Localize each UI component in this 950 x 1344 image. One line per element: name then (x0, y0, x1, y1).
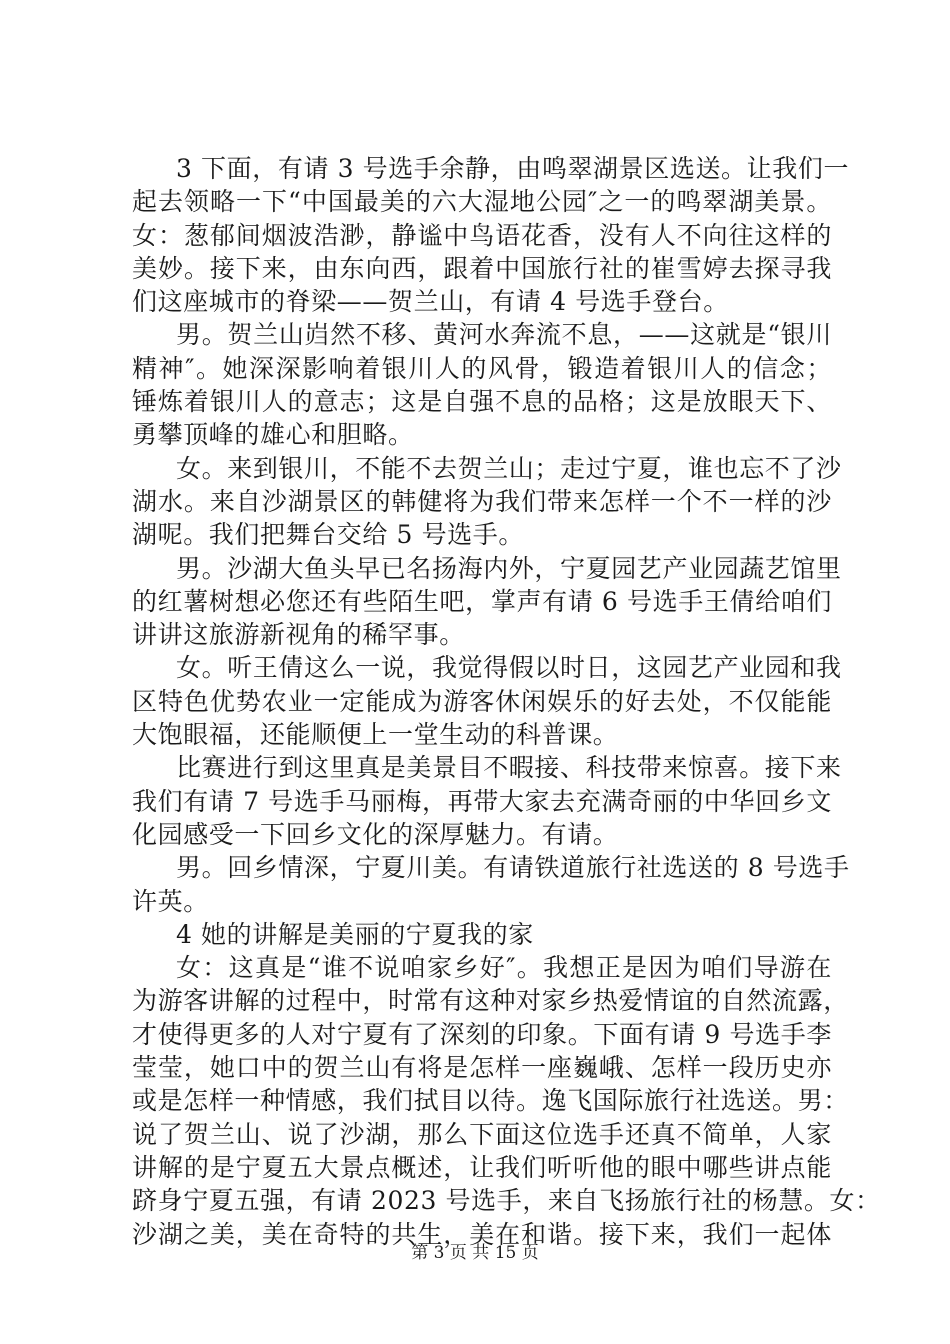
text-line: 讲解的是宁夏五大景点概述，让我们听听他的眼中哪些讲点能 (132, 1152, 832, 1182)
text-line: 女。来到银川，不能不去贺兰山；走过宁夏，谁也忘不了沙 (176, 453, 842, 483)
text-line: 女。听王倩这么一说，我觉得假以时日，这园艺产业园和我 (176, 653, 842, 683)
text-line: 为游客讲解的过程中，时常有这种对家乡热爱情谊的自然流露， (132, 986, 849, 1016)
text-line: 精神″。她深深影响着银川人的风骨，锻造着银川人的信念； (132, 353, 832, 383)
text-line: 的红薯树想必您还有些陌生吧，掌声有请 6 号选手王倩给咱们 (132, 586, 832, 616)
body-text (132, 152, 881, 1251)
text-line: 莹莹，她口中的贺兰山有将是怎样一座巍峨、怎样一段历史亦 (132, 1053, 832, 1083)
text-line: 勇攀顶峰的雄心和胆略。 (132, 420, 414, 450)
text-line: 讲讲这旅游新视角的稀罕事。 (132, 620, 465, 650)
text-line: 4 她的讲解是美丽的宁夏我的家 (176, 919, 534, 949)
text-line: 沙湖之美，美在奇特的共生，美在和谐。接下来，我们一起体 (132, 1219, 832, 1249)
text-line: 美妙。接下来，由东向西，跟着中国旅行社的崔雪婷去探寻我 (132, 253, 832, 283)
text-line: 女：这真是“谁不说咱家乡好″。我想正是因为咱们导游在 (176, 953, 832, 983)
text-line: 湖呢。我们把舞台交给 5 号选手。 (132, 520, 525, 550)
text-line: 区特色优势农业一定能成为游客休闲娱乐的好去处，不仅能能 (132, 686, 832, 716)
text-line: 男。回乡情深，宁夏川美。有请铁道旅行社选送的 8 号选手 (176, 853, 850, 883)
text-line: 湖水。来自沙湖景区的韩健将为我们带来怎样一个不一样的沙 (132, 486, 832, 516)
text-line: 锤炼着银川人的意志；这是自强不息的品格；这是放眼天下、 (132, 387, 832, 417)
text-line: 许英。 (132, 886, 209, 916)
text-line: 们这座城市的脊梁——贺兰山，有请 4 号选手登台。 (132, 287, 729, 317)
text-line: 男。沙湖大鱼头早已名扬海内外，宁夏园艺产业园蔬艺馆里 (176, 553, 842, 583)
text-line: 起去领略一下“中国最美的六大湿地公园″之一的鸣翠湖美景。 (132, 187, 832, 217)
text-line: 才使得更多的人对宁夏有了深刻的印象。下面有请 9 号选手李 (132, 1019, 832, 1049)
text-line: 或是怎样一种情感，我们拭目以待。逸飞国际旅行社选送。男： (132, 1086, 849, 1116)
text-line: 比赛进行到这里真是美景目不暇接、科技带来惊喜。接下来 (176, 753, 842, 783)
text-line: 说了贺兰山、说了沙湖，那么下面这位选手还真不简单，人家 (132, 1119, 832, 1149)
page-footer (0, 1242, 950, 1264)
text-line: 我们有请 7 号选手马丽梅，再带大家去充满奇丽的中华回乡文 (132, 786, 832, 816)
page-number: 第 3 页 共 15 页 (411, 1243, 539, 1263)
text-line: 3 下面，有请 3 号选手余静，由鸣翠湖景区选送。让我们一 (176, 154, 850, 183)
text-line: 化园感受一下回乡文化的深厚魅力。有请。 (132, 819, 619, 849)
text-line: 大饱眼福，还能顺便上一堂生动的科普课。 (132, 720, 619, 750)
text-line: 女：葱郁间烟波浩渺，静谧中鸟语花香，没有人不向往这样的 (132, 220, 832, 250)
text-line: 男。贺兰山岿然不移、黄河水奔流不息，——这就是“银川 (176, 320, 832, 350)
text-line: 跻身宁夏五强，有请 2023 号选手，来自飞扬旅行社的杨慧。女： (132, 1186, 881, 1216)
